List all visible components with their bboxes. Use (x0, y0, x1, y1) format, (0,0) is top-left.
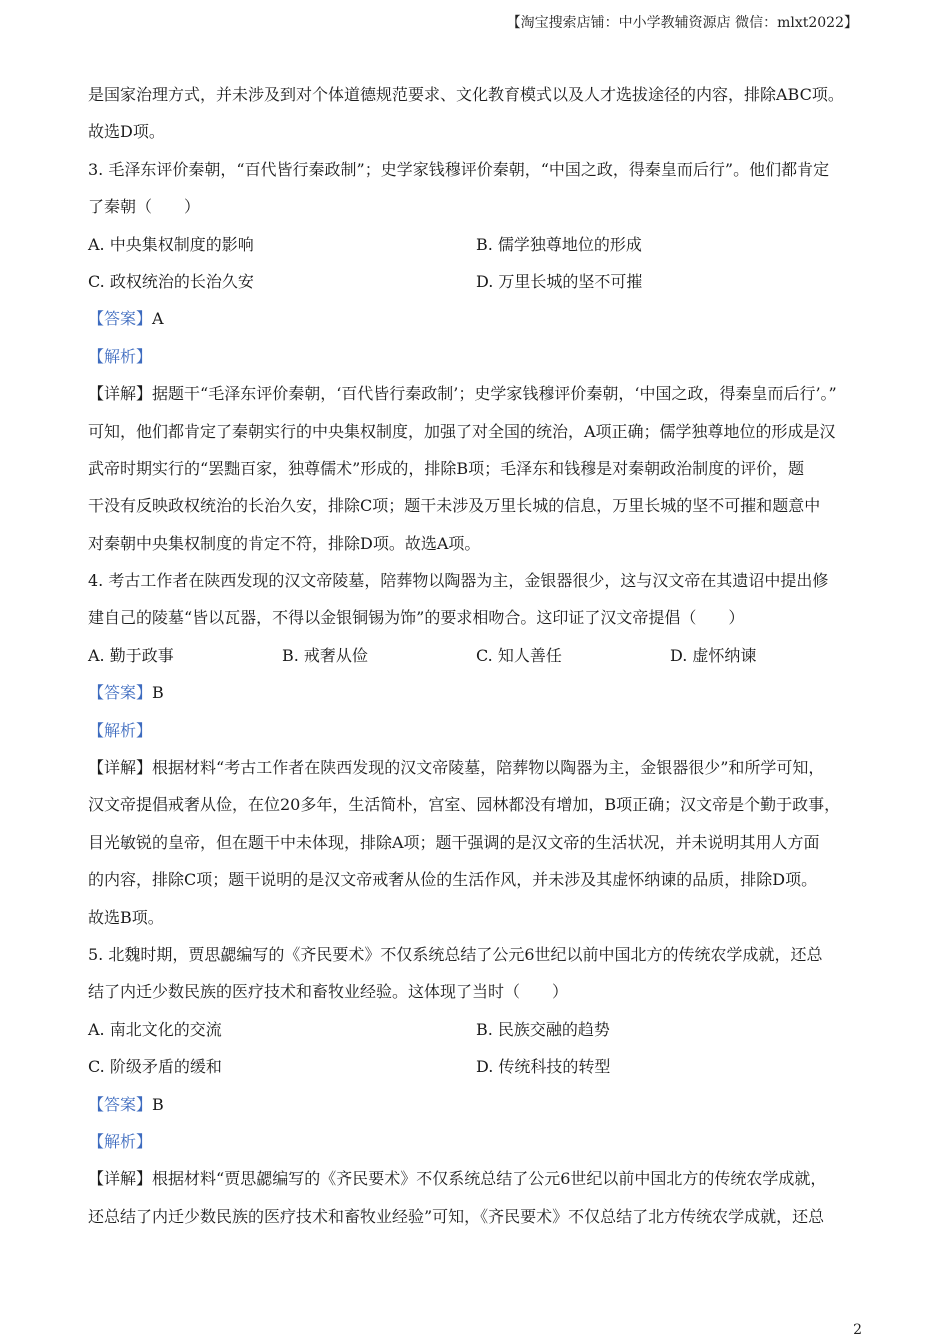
answer-line (88, 1086, 864, 1123)
question-3-options-row (88, 263, 864, 300)
option-b: B. 儒学独尊地位的形成 (476, 234, 642, 254)
question-5-stem: 5. 北魏时期，贾思勰编写的《齐民要术》不仅系统总结了公元6世纪以前中国北方的传统农学成就，还总 (88, 944, 823, 964)
analysis-line (88, 712, 864, 749)
analysis-line (88, 338, 864, 375)
detail-line: 的内容，排除C项；题干说明的是汉文帝戒奢从俭的生活作风，并未涉及其虚怀纳谏的品质，排除D项。 (88, 870, 818, 890)
detail-line: 还总结了内迁少数民族的医疗技术和畜牧业经验”可知，《齐民要术》不仅总结了北方传统农学成就，还总 (88, 1206, 825, 1226)
analysis-tag: 【解析】 (88, 346, 153, 366)
question-3-stem: 了秦朝（ ） (88, 197, 201, 217)
continued-text-line: 故选D项。 (88, 122, 165, 142)
detail-line (88, 375, 864, 412)
page-number: 2 (853, 1322, 862, 1338)
detail-line (88, 749, 864, 786)
option-a: A. 勤于政事 (88, 645, 174, 665)
option-c: C. 知人善任 (476, 645, 562, 665)
answer-value: B (152, 1094, 164, 1114)
question-5-options-row (88, 1048, 864, 1085)
detail-line: 故选B项。 (88, 907, 164, 927)
detail-line: 目光敏锐的皇帝，但在题干中未体现，排除A项；题干强调的是汉文帝的生活状况，并未说明其用人方面 (88, 832, 820, 852)
question-3-stem: 3. 毛泽东评价秦朝，“百代皆行秦政制”；史学家钱穆评价秦朝，“中国之政，得秦皇而后行”。他们都肯定 (88, 159, 830, 179)
question-4-options-row (88, 637, 864, 674)
continued-text-line: 是国家治理方式，并未涉及到对个体道德规范要求、文化教育模式以及人才选拔途径的内容，排除ABC项。 (88, 85, 844, 104)
option-d: D. 传统科技的转型 (476, 1057, 611, 1077)
option-b: B. 民族交融的趋势 (476, 1019, 610, 1039)
option-d: D. 虚怀纳谏 (670, 645, 757, 665)
detail-line: 汉文帝提倡戒奢从俭，在位20多年，生活简朴，宫室、园林都没有增加，B项正确；汉文帝是个勤于政事， (88, 795, 841, 815)
question-3-options-row (88, 226, 864, 263)
analysis-line (88, 1123, 864, 1160)
answer-tag: 【答案】 (88, 309, 153, 329)
option-c: C. 政权统治的长治久安 (88, 271, 254, 291)
answer-tag: 【答案】 (88, 1094, 153, 1114)
page-header: 【淘宝搜索店铺：中小学教辅资源店 微信：mlxt2022】 (506, 15, 858, 31)
detail-tag: 【详解】 (88, 758, 153, 778)
detail-line: 武帝时期实行的“罢黜百家，独尊儒术”形成的，排除B项；毛泽东和钱穆是对秦朝政治制度的评价，题 (88, 458, 805, 478)
option-c: C. 阶级矛盾的缓和 (88, 1057, 222, 1077)
detail-text: 根据材料“贾思勰编写的《齐民要术》不仅系统总结了公元6世纪以前中国北方的传统农学成就， (152, 1169, 827, 1189)
option-b: B. 戒奢从俭 (282, 645, 368, 665)
question-5-stem: 结了内迁少数民族的医疗技术和畜牧业经验。这体现了当时（ ） (88, 982, 569, 1002)
detail-tag: 【详解】 (88, 1169, 153, 1189)
detail-line: 可知，他们都肯定了秦朝实行的中央集权制度，加强了对全国的统治，A项正确；儒学独尊地位的形成是汉 (88, 421, 836, 441)
question-5-options-row (88, 1011, 864, 1048)
detail-tag: 【详解】 (88, 384, 153, 404)
detail-line (88, 1160, 864, 1197)
option-a: A. 中央集权制度的影响 (88, 234, 254, 254)
answer-value: A (152, 309, 164, 329)
question-4-stem: 建自己的陵墓“皆以瓦器，不得以金银铜锡为饰”的要求相吻合。这印证了汉文帝提倡（ ） (88, 608, 745, 628)
detail-text: 据题干“毛泽东评价秦朝，‘百代皆行秦政制’；史学家钱穆评价秦朝，‘中国之政，得秦皇而后行’。” (152, 384, 837, 404)
question-4-stem: 4. 考古工作者在陕西发现的汉文帝陵墓，陪葬物以陶器为主，金银器很少，这与汉文帝在其遗诏中提出修 (88, 571, 829, 591)
option-a: A. 南北文化的交流 (88, 1019, 222, 1039)
answer-line (88, 674, 864, 711)
answer-line (88, 300, 864, 337)
detail-text: 根据材料“考古工作者在陕西发现的汉文帝陵墓，陪葬物以陶器为主，金银器很少”和所学可知， (152, 758, 825, 778)
option-d: D. 万里长城的坚不可摧 (476, 271, 643, 291)
document-body (88, 76, 864, 1235)
detail-line: 对秦朝中央集权制度的肯定不符，排除D项。故选A项。 (88, 533, 481, 553)
answer-tag: 【答案】 (88, 683, 153, 703)
analysis-tag: 【解析】 (88, 720, 153, 740)
analysis-tag: 【解析】 (88, 1131, 153, 1151)
answer-value: B (152, 683, 164, 703)
detail-line: 干没有反映政权统治的长治久安，排除C项；题干未涉及万里长城的信息，万里长城的坚不可摧和题意中 (88, 496, 821, 516)
